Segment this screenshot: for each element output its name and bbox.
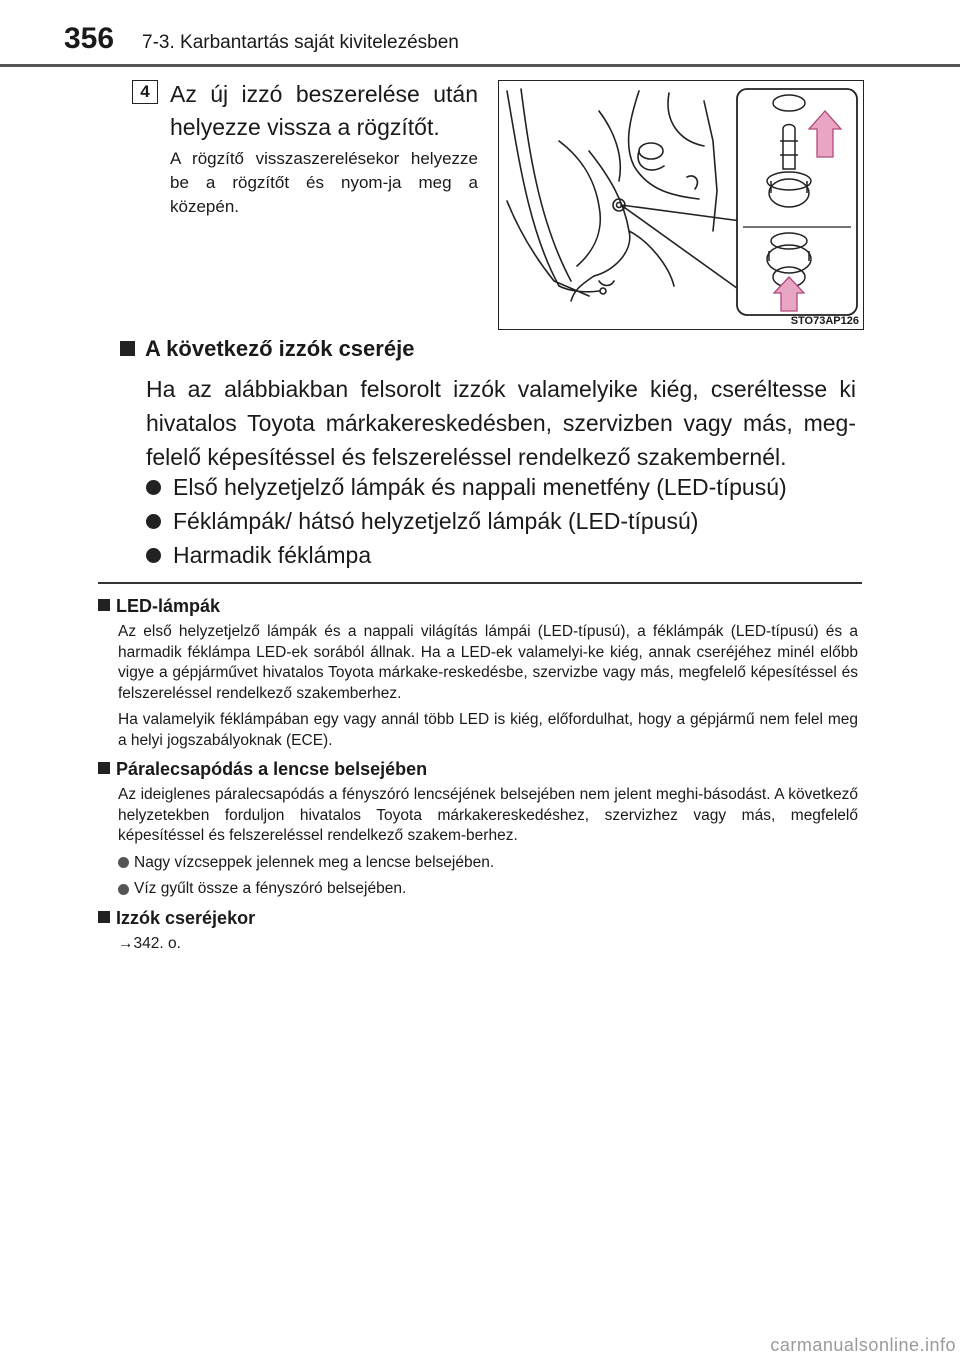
bullet-dot-icon (146, 514, 161, 529)
section-heading-text: A következő izzók cseréje (145, 336, 415, 361)
note-list-item-text: Nagy vízcseppek jelennek meg a lencse belsejében. (134, 853, 495, 871)
illustration (498, 80, 864, 330)
note-heading-led (98, 594, 858, 618)
step-instruction: Az új izzó beszerelése után helyezze vissza a rögzítőt. (170, 81, 478, 140)
bulb-list (146, 470, 856, 572)
section-body: Ha az alábbiakban felsorolt izzók valamelyike kiég, cseréltesse ki hivatalos Toyota márkakereskedésben, szervizben vagy más, meg-felelő képesítéssel és felszereléssel rendelkező szakembernél. (146, 376, 856, 470)
bullet-dot-icon (118, 857, 129, 868)
list-item-text: Féklámpák/ hátsó helyzetjelző lámpák (LED-típusú) (173, 508, 699, 534)
headlight-clip-illustration (499, 81, 863, 329)
step-subnote: A rögzítő visszaszerelésekor helyezze be a rögzítőt és nyom-ja meg a közepén. (170, 149, 478, 216)
page-reference-link[interactable]: →342. o. (118, 934, 181, 952)
note-paragraph: Ha valamelyik féklámpában egy vagy annál több LED is kiég, előfordulhat, hogy a gépjármű nem felel meg a helyi jogszabályoknak (ECE). (118, 711, 858, 749)
step-number-box: 4 (132, 80, 158, 104)
note-paragraph: Az ideiglenes páralecsapódás a fényszóró lencséjének belsejében nem jelent meghi-básodást. A következő helyzetekben forduljon hivatalos Toyota márkakereskedéshez, szervizhez vagy más, megfelelő képesítéssel és felszereléssel rendelkező szakem-berhez. (118, 786, 858, 844)
watermark: carmanualsonline.info (770, 1335, 956, 1355)
note-heading-condensation (98, 757, 858, 781)
square-bullet-icon (98, 762, 110, 774)
notes-section (98, 594, 858, 954)
section-title: 7-3. Karbantartás saját kivitelezésben (142, 32, 459, 53)
list-item-text: Harmadik féklámpa (173, 542, 372, 568)
list-item-text: Első helyzetjelző lámpák és nappali menetfény (LED-típusú) (173, 474, 787, 500)
square-bullet-icon (98, 599, 110, 611)
bullet-dot-icon (118, 884, 129, 895)
note-list-item (118, 853, 858, 874)
square-bullet-icon (120, 341, 135, 356)
note-list-item (118, 879, 858, 900)
list-item (146, 538, 856, 572)
bullet-dot-icon (146, 480, 161, 495)
note-paragraph: Az első helyzetjelző lámpák és a nappali világítás lámpái (LED-típusú), a féklámpák (LED-típusú) és a harmadik féklámpa LED-ek sorából állnak. Ha a LED-ek valamelyi-ke kiég, annak cseréjéhez minél előbb vigye a gépjárművet hivatalos Toyota márkake-reskedésbe, szervizbe vagy más, megfelelő képesítéssel és felszereléssel rendelkező szakemberhez. (118, 623, 858, 702)
list-item (146, 504, 856, 538)
note-heading-text: LED-lámpák (116, 596, 221, 616)
notes-rule (98, 582, 862, 584)
figure-code: STO73AP126 (790, 315, 859, 327)
note-heading-text: Páralecsapódás a lencse belsejében (116, 759, 428, 779)
square-bullet-icon (98, 911, 110, 923)
bullet-dot-icon (146, 548, 161, 563)
page-number: 356 (64, 22, 115, 55)
note-heading-text: Izzók cseréjekor (116, 907, 256, 928)
note-heading-replacing (98, 906, 858, 930)
list-item (146, 470, 856, 504)
header-rule (0, 64, 960, 67)
note-list-item-text: Víz gyűlt össze a fényszóró belsejében. (134, 880, 407, 897)
section-heading (120, 336, 414, 362)
